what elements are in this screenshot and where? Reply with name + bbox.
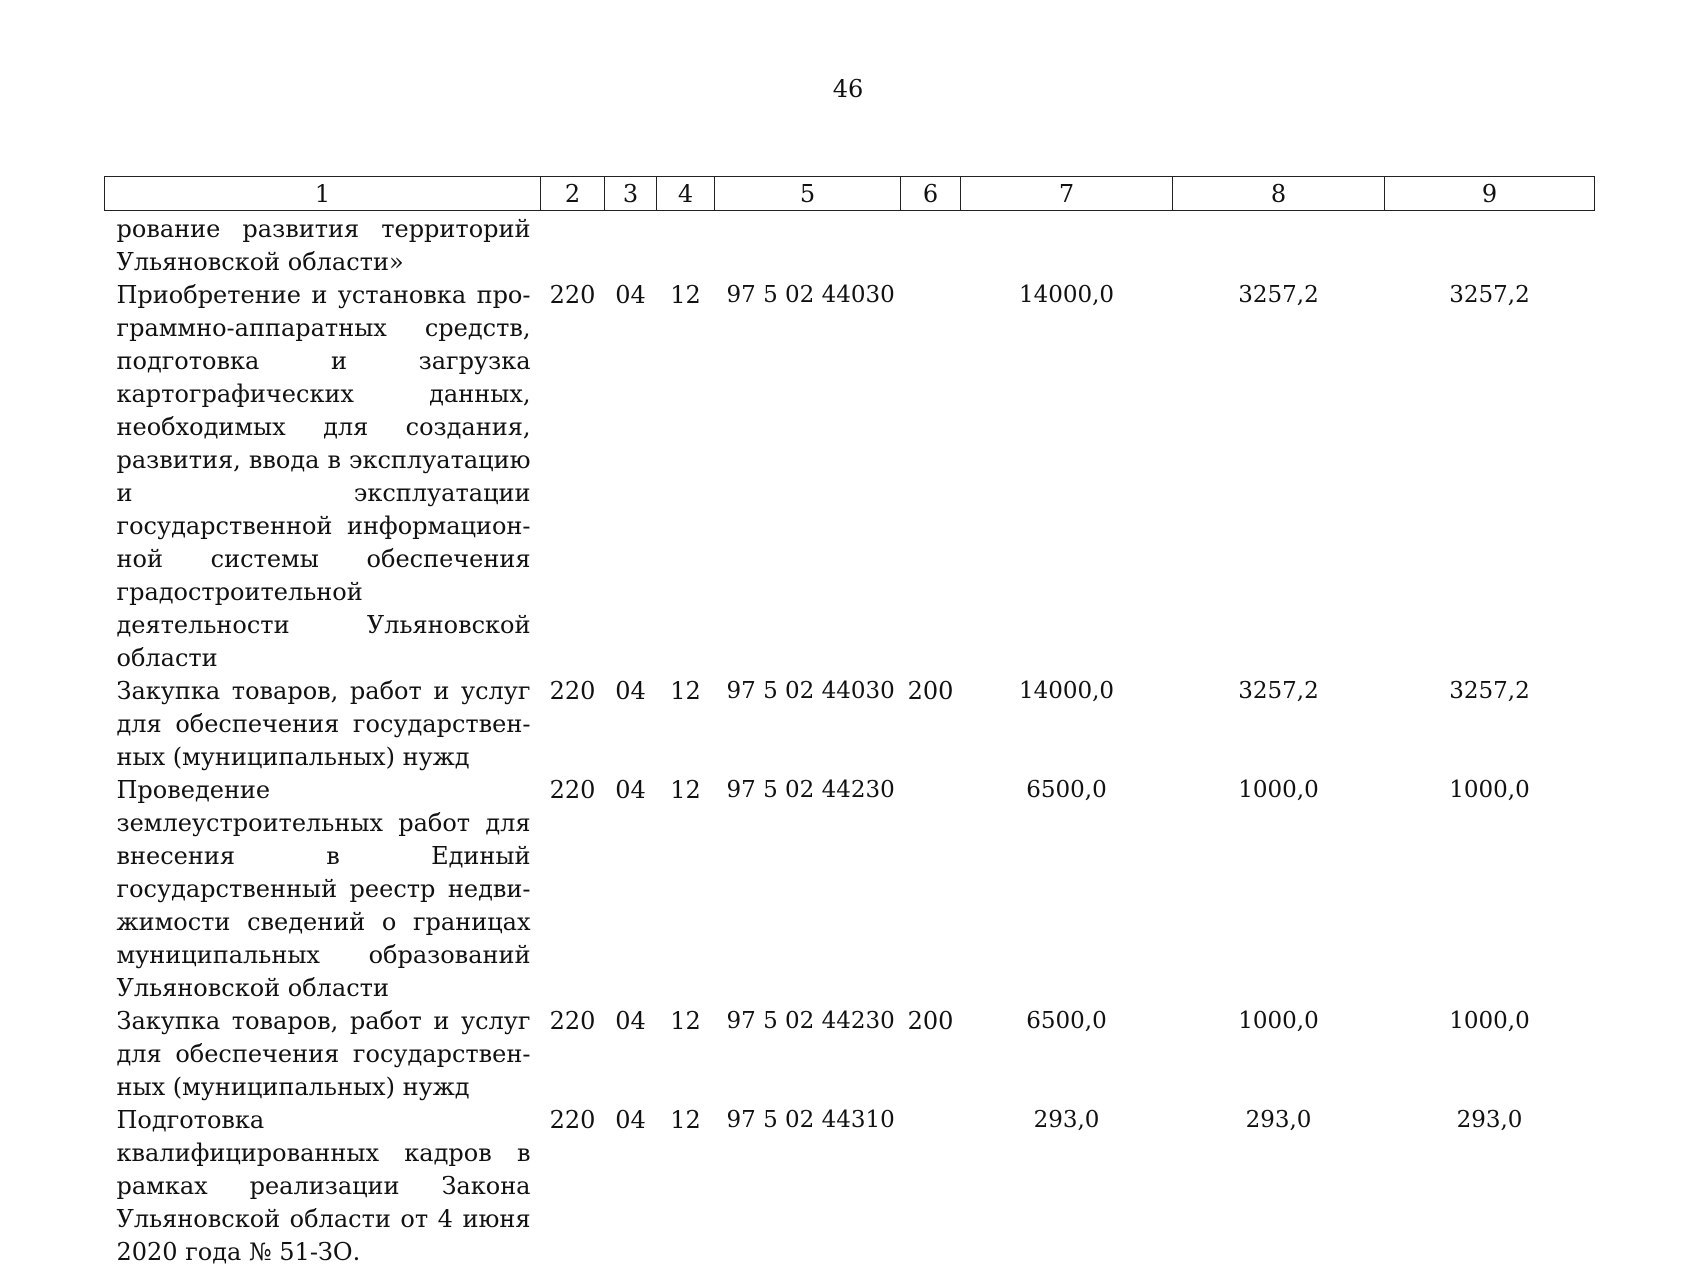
cell-csr: 97 5 02 44030 xyxy=(726,678,895,704)
cell-pr: 12 xyxy=(670,281,701,309)
page-number: 46 xyxy=(832,75,864,103)
cell-value-9 xyxy=(1385,211,1595,280)
cell-pr: 12 xyxy=(670,776,701,804)
cell-value-7: 14000,0 xyxy=(1018,678,1115,704)
cell-value-8: 3257,2 xyxy=(1238,282,1319,308)
cell-value-8 xyxy=(1173,211,1385,280)
column-header-1: 1 xyxy=(105,177,541,211)
cell-value-9: 1000,0 xyxy=(1449,777,1530,803)
cell-gr: 220 xyxy=(549,1007,596,1035)
cell-vr xyxy=(901,279,961,675)
column-header-8: 8 xyxy=(1173,177,1385,211)
column-header-5: 5 xyxy=(715,177,901,211)
cell-pr: 12 xyxy=(670,677,701,705)
cell-rz: 04 xyxy=(615,677,646,705)
cell-csr: 97 5 02 44230 xyxy=(726,1008,895,1034)
cell-csr: 97 5 02 44030 xyxy=(726,282,895,308)
cell-gr: 220 xyxy=(549,1106,596,1134)
cell-pr xyxy=(657,211,715,280)
cell-vr xyxy=(901,774,961,1005)
header-row xyxy=(105,177,1595,211)
cell-value-9: 3257,2 xyxy=(1449,282,1530,308)
row-description: Подготовка квалифицированных кадров в рамках реализации Закона Ульяновской области от 4 июня 2020 года № 51-ЗО. xyxy=(116,1106,531,1266)
cell-vr xyxy=(901,1104,961,1269)
table-row xyxy=(105,675,1595,774)
cell-rz: 04 xyxy=(615,1106,646,1134)
row-description: Закупка товаров, работ и услуг для обеспечения государственных (муниципальных) нужд xyxy=(116,677,531,771)
cell-value-7: 6500,0 xyxy=(1026,777,1107,803)
table-row xyxy=(105,1104,1595,1269)
cell-value-7: 6500,0 xyxy=(1026,1008,1107,1034)
row-description: рование развития территорий Ульяновской области» xyxy=(116,215,531,276)
row-description: Проведение землеустроительных работ для внесения в Единый государственный реестр недвижимости сведений о границах муниципальных образований Ульяновской области xyxy=(116,776,531,1002)
cell-value-8: 293,0 xyxy=(1245,1107,1312,1133)
cell-vr: 200 xyxy=(907,1007,954,1035)
cell-pr: 12 xyxy=(670,1106,701,1134)
cell-vr: 200 xyxy=(907,677,954,705)
cell-rz: 04 xyxy=(615,776,646,804)
cell-vr xyxy=(901,211,961,280)
cell-rz: 04 xyxy=(615,1007,646,1035)
cell-csr: 97 5 02 44230 xyxy=(726,777,895,803)
cell-pr: 12 xyxy=(670,1007,701,1035)
column-header-3: 3 xyxy=(605,177,657,211)
cell-rz: 04 xyxy=(615,281,646,309)
table-row xyxy=(105,1005,1595,1104)
cell-rz xyxy=(605,211,657,280)
cell-value-7: 293,0 xyxy=(1033,1107,1100,1133)
cell-gr: 220 xyxy=(549,677,596,705)
column-header-2: 2 xyxy=(541,177,605,211)
column-header-6: 6 xyxy=(901,177,961,211)
cell-gr: 220 xyxy=(549,281,596,309)
row-description: Закупка товаров, работ и услуг для обеспечения государственных (муниципальных) нужд xyxy=(116,1007,531,1101)
cell-value-8: 1000,0 xyxy=(1238,1008,1319,1034)
cell-value-9: 293,0 xyxy=(1456,1107,1523,1133)
table-row xyxy=(105,279,1595,675)
cell-value-7 xyxy=(961,211,1173,280)
cell-gr: 220 xyxy=(549,776,596,804)
cell-csr: 97 5 02 44310 xyxy=(726,1107,895,1133)
cell-gr xyxy=(541,211,605,280)
cell-csr xyxy=(715,211,901,280)
column-header-4: 4 xyxy=(657,177,715,211)
cell-value-9: 1000,0 xyxy=(1449,1008,1530,1034)
budget-table xyxy=(104,176,1595,1269)
table-row xyxy=(105,774,1595,1005)
column-header-7: 7 xyxy=(961,177,1173,211)
column-header-9: 9 xyxy=(1385,177,1595,211)
table-row xyxy=(105,211,1595,280)
cell-value-9: 3257,2 xyxy=(1449,678,1530,704)
cell-value-8: 1000,0 xyxy=(1238,777,1319,803)
cell-value-7: 14000,0 xyxy=(1018,282,1115,308)
cell-value-8: 3257,2 xyxy=(1238,678,1319,704)
row-description: Приобретение и установка программно-аппаратных средств, подготовка и загрузка картографических данных, необходимых для создания, развития, ввода в эксплуатацию и эксплуатации государственной информационной системы обеспечения градостроительной деятельности Ульяновской области xyxy=(116,281,531,672)
